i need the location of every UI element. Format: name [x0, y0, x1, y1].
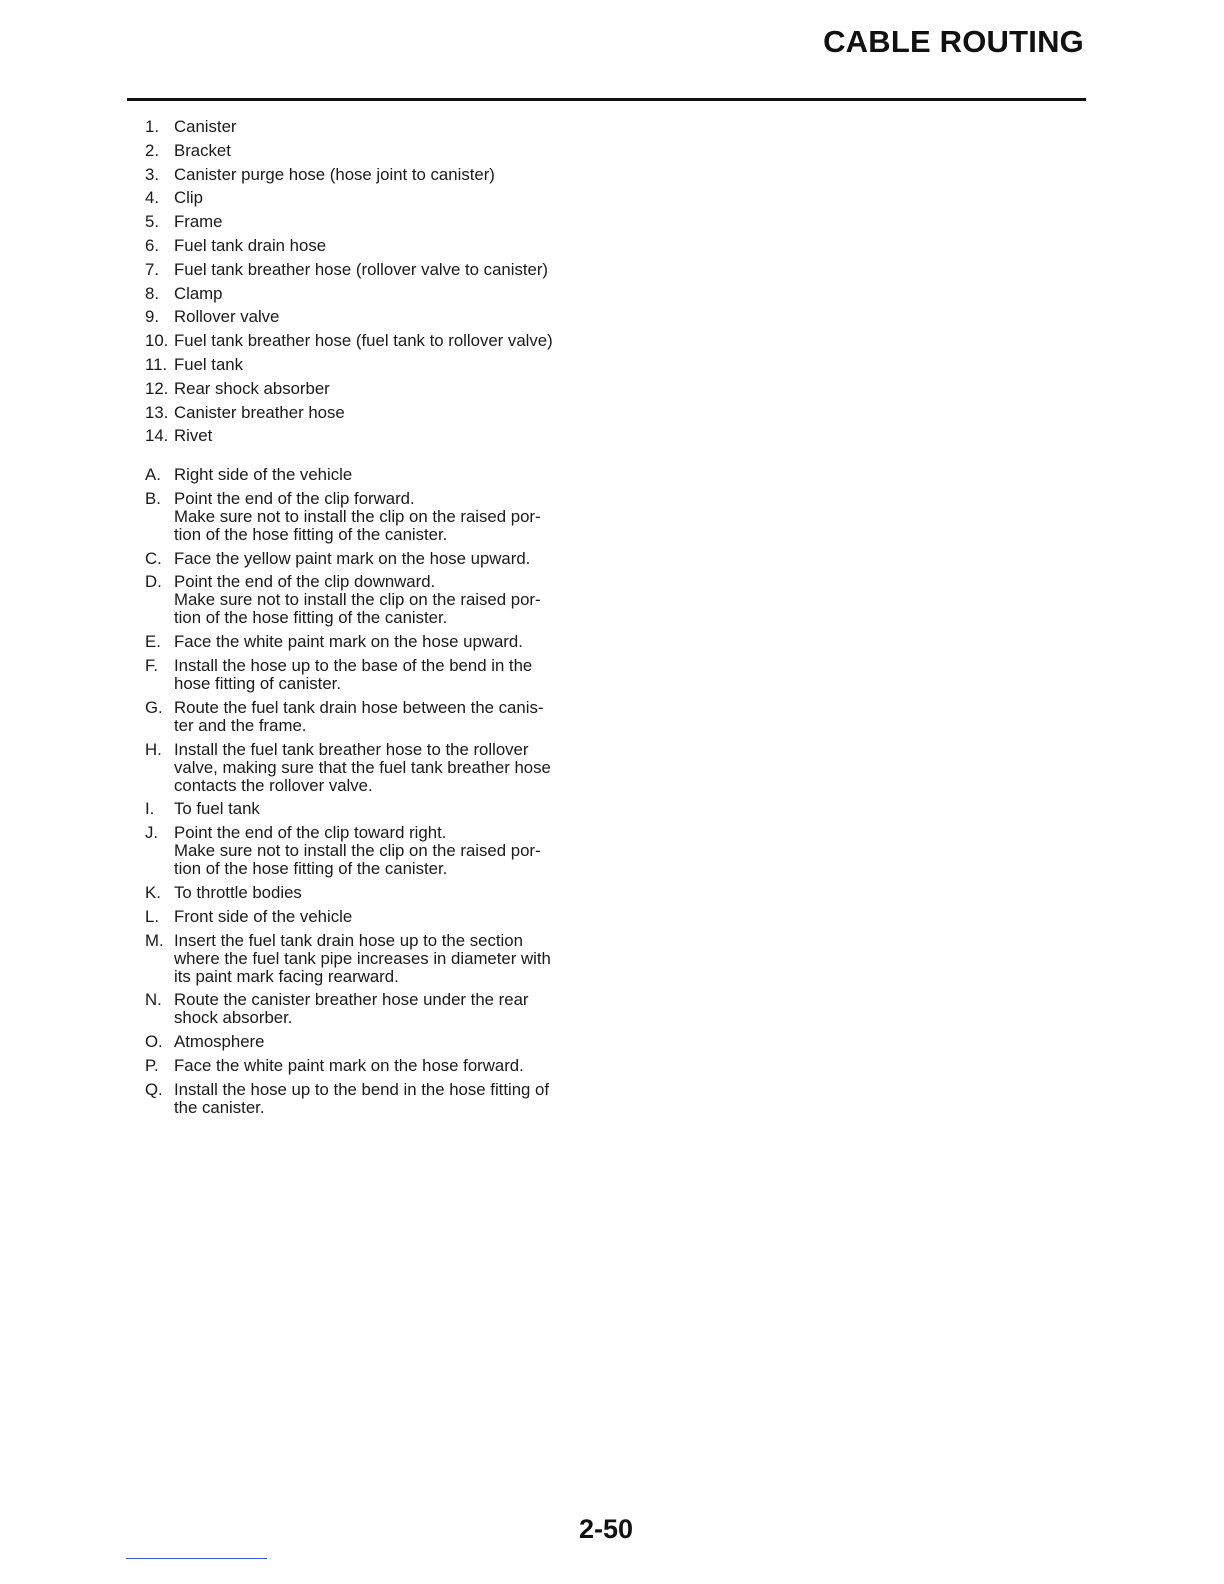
part-item — [145, 166, 553, 184]
part-item-text: Fuel tank — [174, 354, 244, 374]
part-item-marker: 14. — [145, 426, 169, 446]
part-item — [145, 189, 553, 207]
part-item-marker: 13. — [145, 402, 169, 422]
part-item — [145, 404, 553, 422]
instruction-item — [145, 932, 551, 986]
part-item-marker: 1. — [145, 117, 159, 136]
instruction-item-marker: A. — [145, 465, 161, 484]
part-item-marker: 8. — [145, 283, 159, 303]
instruction-item-marker: J. — [145, 823, 159, 843]
part-item-marker: 9. — [145, 307, 159, 327]
instruction-item — [145, 657, 551, 693]
instruction-item — [145, 884, 551, 902]
instruction-item-marker: P. — [145, 1055, 159, 1075]
part-item — [145, 427, 553, 445]
instruction-item — [145, 699, 551, 735]
part-item-marker: 5. — [145, 212, 159, 232]
part-item-text: Clip — [174, 188, 203, 208]
part-item-marker: 12. — [145, 378, 169, 398]
instruction-item-marker: M. — [145, 930, 164, 950]
part-item-text: Canister purge hose (hose joint to canister) — [174, 164, 495, 184]
instruction-item-marker: H. — [145, 739, 162, 759]
instruction-item-text: Install the hose up to the base of the bend in the hose fitting of canister. — [174, 655, 533, 693]
parts-list — [145, 118, 553, 451]
part-item-marker: 6. — [145, 235, 159, 255]
instruction-item — [145, 573, 551, 627]
part-item-text: Rear shock absorber — [174, 378, 330, 398]
part-item-text: Rollover valve — [174, 307, 280, 327]
part-item-text: Bracket — [174, 140, 231, 160]
instruction-item-marker: D. — [145, 572, 162, 592]
part-item-text: Fuel tank drain hose — [174, 235, 327, 255]
instruction-item-text: Point the end of the clip downward. Make sure not to install the clip on the raised por- tion of the hose fitting of the canister. — [174, 572, 541, 628]
instruction-item-text: Face the white paint mark on the hose upward. — [174, 632, 523, 652]
part-item — [145, 285, 553, 303]
instruction-item-marker: G. — [145, 697, 163, 717]
part-item-text: Clamp — [174, 283, 223, 303]
instruction-item-text: Face the yellow paint mark on the hose upward. — [174, 548, 531, 568]
instruction-item — [145, 908, 551, 926]
instruction-item-text: To fuel tank — [174, 799, 260, 819]
instruction-item-text: Route the canister breather hose under the rear shock absorber. — [174, 990, 529, 1028]
instruction-item-text: Point the end of the clip forward. Make sure not to install the clip on the raised por- tion of the hose fitting of the canister. — [174, 488, 541, 544]
instruction-item-text: Install the hose up to the bend in the hose fitting of the canister. — [174, 1079, 550, 1117]
part-item-text: Frame — [174, 212, 223, 232]
instruction-item — [145, 490, 551, 544]
part-item-text: Rivet — [174, 426, 213, 446]
instruction-item-marker: K. — [145, 882, 161, 902]
instruction-item-text: Front side of the vehicle — [174, 906, 353, 926]
part-item-marker: 10. — [145, 331, 169, 351]
instruction-item — [145, 1057, 551, 1075]
part-item — [145, 380, 553, 398]
part-item-marker: 2. — [145, 140, 159, 160]
part-item-marker: 3. — [145, 164, 159, 184]
part-item-marker: 4. — [145, 188, 159, 208]
instruction-item-marker: F. — [145, 655, 159, 675]
part-item-marker: 11. — [145, 354, 168, 374]
instruction-item — [145, 550, 551, 568]
instruction-item — [145, 1081, 551, 1117]
part-item — [145, 332, 553, 350]
part-item-text: Canister breather hose — [174, 402, 345, 422]
footer-divider — [126, 1558, 267, 1559]
instruction-item-marker: I. — [145, 799, 155, 819]
instruction-item-text: Install the fuel tank breather hose to the rollover valve, making sure that the fuel tank breather hose contacts the rollover valve. — [174, 739, 551, 795]
part-item — [145, 356, 553, 374]
page-title: CABLE ROUTING — [823, 24, 1084, 59]
instruction-item-marker: O. — [145, 1032, 163, 1052]
instruction-item — [145, 741, 551, 795]
part-item — [145, 142, 553, 160]
instruction-item-text: Insert the fuel tank drain hose up to the section where the fuel tank pipe increases in diameter with its paint mark facing rearward. — [174, 930, 551, 986]
part-item-text: Fuel tank breather hose (rollover valve to canister) — [174, 259, 549, 279]
part-item — [145, 118, 553, 136]
part-item-marker: 7. — [145, 259, 159, 279]
instruction-item-text: To throttle bodies — [174, 882, 302, 902]
part-item-text: Canister — [174, 117, 237, 136]
part-item — [145, 237, 553, 255]
part-item — [145, 261, 553, 279]
part-item — [145, 308, 553, 326]
instruction-item-text: Point the end of the clip toward right. Make sure not to install the clip on the raised por- tion of the hose fitting of the canister. — [174, 823, 541, 879]
part-item — [145, 213, 553, 231]
instructions-list — [145, 466, 551, 1123]
instruction-item — [145, 800, 551, 818]
instruction-item-text: Right side of the vehicle — [174, 465, 353, 484]
instruction-item-text: Face the white paint mark on the hose forward. — [174, 1055, 524, 1075]
instruction-item-marker: N. — [145, 990, 162, 1010]
instruction-item — [145, 991, 551, 1027]
instruction-item-text: Route the fuel tank drain hose between the canis- ter and the frame. — [174, 697, 544, 735]
instruction-item — [145, 824, 551, 878]
instruction-item-marker: C. — [145, 548, 162, 568]
instruction-item-marker: Q. — [145, 1079, 163, 1099]
page-number: 2-50 — [578, 1514, 634, 1544]
instruction-item-marker: B. — [145, 488, 161, 508]
instruction-item-marker: L. — [145, 906, 159, 926]
instruction-item — [145, 633, 551, 651]
instruction-item-marker: E. — [145, 632, 161, 652]
instruction-item — [145, 466, 551, 484]
part-item-text: Fuel tank breather hose (fuel tank to rollover valve) — [174, 331, 553, 351]
instruction-item — [145, 1033, 551, 1051]
instruction-item-text: Atmosphere — [174, 1032, 265, 1052]
header-divider — [127, 98, 1086, 101]
